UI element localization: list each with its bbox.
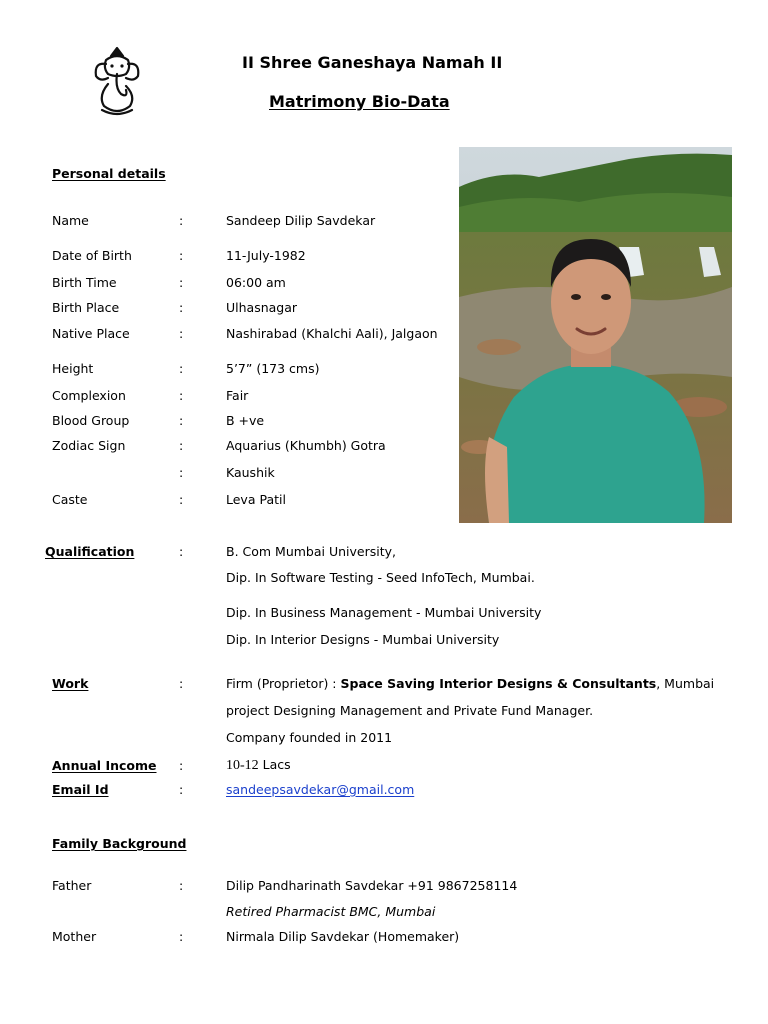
firm-name: Space Saving Interior Designs & Consultants bbox=[340, 676, 657, 691]
father-value: Dilip Pandharinath Savdekar +91 9867258114 bbox=[226, 878, 518, 893]
work-line-2: project Designing Management and Private Fund Manager. bbox=[226, 703, 594, 718]
native-place-label: Native Place bbox=[52, 326, 130, 341]
separator: : bbox=[179, 413, 184, 428]
ganesha-icon bbox=[88, 44, 146, 120]
separator: : bbox=[179, 361, 184, 376]
separator: : bbox=[179, 300, 184, 315]
zodiac-label: Zodiac Sign bbox=[52, 438, 126, 453]
separator: : bbox=[179, 326, 184, 341]
section-heading-qualification: Qualification bbox=[45, 544, 135, 559]
qualification-line: B. Com Mumbai University, bbox=[226, 544, 397, 559]
zodiac-value: Aquarius (Khumbh) Gotra bbox=[226, 438, 386, 453]
work-suffix: , Mumbai bbox=[656, 676, 715, 691]
section-heading-income: Annual Income bbox=[52, 758, 157, 773]
father-label: Father bbox=[52, 878, 92, 893]
dob-value: 11-July-1982 bbox=[226, 248, 306, 263]
height-value: 5’7” (173 cms) bbox=[226, 361, 320, 376]
separator: : bbox=[179, 275, 184, 290]
separator: : bbox=[179, 492, 184, 507]
separator: : bbox=[179, 782, 184, 797]
header-invocation: II Shree Ganeshaya Namah II bbox=[242, 53, 503, 72]
section-heading-family: Family Background bbox=[52, 836, 187, 851]
income-value bbox=[226, 757, 291, 774]
section-heading-email: Email Id bbox=[52, 782, 109, 797]
work-line-3: Company founded in 2011 bbox=[226, 730, 393, 745]
mother-value: Nirmala Dilip Savdekar (Homemaker) bbox=[226, 929, 460, 944]
native-place-value: Nashirabad (Khalchi Aali), Jalgaon bbox=[226, 326, 438, 341]
separator: : bbox=[179, 438, 184, 453]
separator: : bbox=[179, 878, 184, 893]
complexion-label: Complexion bbox=[52, 388, 126, 403]
income-unit: Lacs bbox=[258, 757, 291, 772]
separator: : bbox=[179, 544, 184, 559]
separator: : bbox=[179, 758, 184, 773]
caste-label: Caste bbox=[52, 492, 88, 507]
birth-time-label: Birth Time bbox=[52, 275, 117, 290]
birth-place-label: Birth Place bbox=[52, 300, 120, 315]
blood-group-label: Blood Group bbox=[52, 413, 130, 428]
height-label: Height bbox=[52, 361, 94, 376]
separator: : bbox=[179, 213, 184, 228]
separator: : bbox=[179, 248, 184, 263]
dob-label: Date of Birth bbox=[52, 248, 132, 263]
blood-group-value: B +ve bbox=[226, 413, 265, 428]
qualification-line: Dip. In Software Testing - Seed InfoTech, Mumbai. bbox=[226, 570, 535, 585]
separator: : bbox=[179, 465, 184, 480]
caste-value: Leva Patil bbox=[226, 492, 286, 507]
separator: : bbox=[179, 388, 184, 403]
income-amount: 10-12 bbox=[226, 758, 259, 773]
separator: : bbox=[179, 676, 184, 691]
name-label: Name bbox=[52, 213, 89, 228]
work-prefix: Firm (Proprietor) : bbox=[226, 676, 341, 691]
section-heading-work: Work bbox=[52, 676, 89, 691]
separator: : bbox=[179, 929, 184, 944]
name-value: Sandeep Dilip Savdekar bbox=[226, 213, 376, 228]
father-occupation: Retired Pharmacist BMC, Mumbai bbox=[226, 904, 436, 919]
profile-photo bbox=[459, 147, 732, 523]
document-title: Matrimony Bio-Data bbox=[269, 92, 450, 111]
birth-place-value: Ulhasnagar bbox=[226, 300, 298, 315]
gotra-value: Kaushik bbox=[226, 465, 275, 480]
complexion-value: Fair bbox=[226, 388, 249, 403]
qualification-line: Dip. In Business Management - Mumbai University bbox=[226, 605, 542, 620]
work-line-1 bbox=[226, 676, 714, 692]
qualification-line: Dip. In Interior Designs - Mumbai University bbox=[226, 632, 500, 647]
section-heading-personal: Personal details bbox=[52, 166, 166, 181]
email-link[interactable]: sandeepsavdekar@gmail.com bbox=[226, 782, 415, 797]
mother-label: Mother bbox=[52, 929, 97, 944]
birth-time-value: 06:00 am bbox=[226, 275, 286, 290]
